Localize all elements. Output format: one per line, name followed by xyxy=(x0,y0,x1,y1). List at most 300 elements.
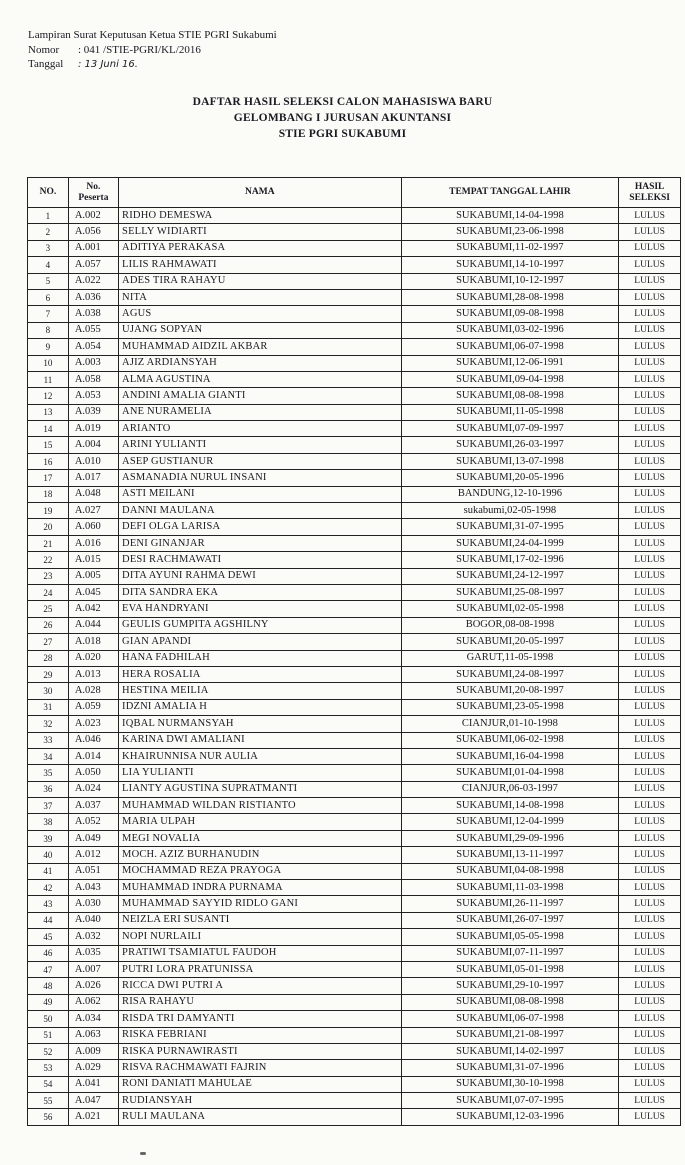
participant-name: IDZNI AMALIA H xyxy=(119,699,402,715)
table-row xyxy=(28,470,681,486)
participant-number: A.055 xyxy=(68,322,118,338)
table-row xyxy=(28,1011,681,1027)
participant-number: A.039 xyxy=(68,404,118,420)
lampiran-line: Lampiran Surat Keputusan Ketua STIE PGRI Sukabumi xyxy=(28,29,277,41)
table-row xyxy=(28,994,681,1010)
nomor-label: Nomor xyxy=(28,43,60,56)
participant-number: A.054 xyxy=(68,339,118,355)
birth-place-date: SUKABUMI,05-01-1998 xyxy=(401,961,619,977)
row-number: 40 xyxy=(28,847,69,863)
birth-place-date: SUKABUMI,13-07-1998 xyxy=(401,453,619,469)
birth-place-date: SUKABUMI,05-05-1998 xyxy=(401,929,619,945)
table-row xyxy=(28,289,681,305)
selection-result: LULUS xyxy=(619,552,681,568)
birth-place-date: SUKABUMI,25-08-1997 xyxy=(401,584,619,600)
row-number: 32 xyxy=(28,716,69,732)
birth-place-date: SUKABUMI,20-08-1997 xyxy=(401,683,619,699)
table-row xyxy=(28,699,681,715)
participant-number: A.026 xyxy=(68,978,118,994)
row-number: 33 xyxy=(28,732,69,748)
row-number: 31 xyxy=(28,699,69,715)
participant-number: A.041 xyxy=(68,1076,118,1092)
row-number: 4 xyxy=(28,257,69,273)
participant-name: MOCH. AZIZ BURHANUDIN xyxy=(119,847,402,863)
selection-result: LULUS xyxy=(619,765,681,781)
birth-place-date: SUKABUMI,10-12-1997 xyxy=(401,273,619,289)
table-row xyxy=(28,929,681,945)
table-row xyxy=(28,584,681,600)
participant-name: GIAN APANDI xyxy=(119,634,402,650)
title-line-2: GELOMBANG I JURUSAN AKUNTANSI xyxy=(233,112,452,124)
birth-place-date: SUKABUMI,29-09-1996 xyxy=(401,830,619,846)
table-row xyxy=(28,486,681,502)
selection-result: LULUS xyxy=(619,617,681,633)
table-row xyxy=(28,355,681,371)
selection-result: LULUS xyxy=(619,1076,681,1092)
birth-place-date: SUKABUMI,17-02-1996 xyxy=(401,552,619,568)
participant-name: DESI RACHMAWATI xyxy=(119,552,402,568)
participant-number: A.046 xyxy=(68,732,118,748)
participant-name: PUTRI LORA PRATUNISSA xyxy=(119,961,402,977)
header-nama: NAMA xyxy=(119,178,402,208)
row-number: 10 xyxy=(28,355,69,371)
table-row xyxy=(28,388,681,404)
participant-number: A.058 xyxy=(68,371,118,387)
header-ttl: TEMPAT TANGGAL LAHIR xyxy=(401,178,619,208)
participant-name: MEGI NOVALIA xyxy=(119,830,402,846)
selection-result: LULUS xyxy=(619,1043,681,1059)
document-header xyxy=(28,28,277,73)
birth-place-date: SUKABUMI,26-03-1997 xyxy=(401,437,619,453)
birth-place-date: SUKABUMI,14-10-1997 xyxy=(401,257,619,273)
selection-result: LULUS xyxy=(619,322,681,338)
participant-number: A.063 xyxy=(68,1027,118,1043)
row-number: 37 xyxy=(28,798,69,814)
selection-result: LULUS xyxy=(619,257,681,273)
row-number: 1 xyxy=(28,208,69,224)
row-number: 50 xyxy=(28,1011,69,1027)
participant-number: A.049 xyxy=(68,830,118,846)
table-row xyxy=(28,601,681,617)
birth-place-date: SUKABUMI,23-06-1998 xyxy=(401,224,619,240)
participant-number: A.010 xyxy=(68,453,118,469)
birth-place-date: SUKABUMI,08-08-1998 xyxy=(401,388,619,404)
birth-place-date: SUKABUMI,20-05-1996 xyxy=(401,470,619,486)
participant-name: RISA RAHAYU xyxy=(119,994,402,1010)
participant-name: RUDIANSYAH xyxy=(119,1093,402,1109)
birth-place-date: SUKABUMI,14-02-1997 xyxy=(401,1043,619,1059)
row-number: 26 xyxy=(28,617,69,633)
participant-number: A.036 xyxy=(68,289,118,305)
selection-result: LULUS xyxy=(619,1027,681,1043)
row-number: 13 xyxy=(28,404,69,420)
document-title xyxy=(0,94,685,142)
row-number: 12 xyxy=(28,388,69,404)
participant-name: GEULIS GUMPITA AGSHILNY xyxy=(119,617,402,633)
participant-name: IQBAL NURMANSYAH xyxy=(119,716,402,732)
birth-place-date: SUKABUMI,06-07-1998 xyxy=(401,339,619,355)
selection-result: LULUS xyxy=(619,453,681,469)
participant-number: A.007 xyxy=(68,961,118,977)
header-peserta-line1: No. xyxy=(86,181,101,192)
table-row xyxy=(28,339,681,355)
participant-name: MUHAMMAD AIDZIL AKBAR xyxy=(119,339,402,355)
row-number: 46 xyxy=(28,945,69,961)
selection-result: LULUS xyxy=(619,421,681,437)
header-no: NO. xyxy=(28,178,69,208)
participant-number: A.038 xyxy=(68,306,118,322)
participant-number: A.051 xyxy=(68,863,118,879)
participant-name: DEFI OLGA LARISA xyxy=(119,519,402,535)
row-number: 41 xyxy=(28,863,69,879)
participant-number: A.050 xyxy=(68,765,118,781)
selection-result: LULUS xyxy=(619,535,681,551)
birth-place-date: SUKABUMI,07-07-1995 xyxy=(401,1093,619,1109)
birth-place-date: SUKABUMI,01-04-1998 xyxy=(401,765,619,781)
row-number: 42 xyxy=(28,880,69,896)
selection-result: LULUS xyxy=(619,814,681,830)
participant-name: MUHAMMAD SAYYID RIDLO GANI xyxy=(119,896,402,912)
table-row xyxy=(28,568,681,584)
row-number: 29 xyxy=(28,666,69,682)
birth-place-date: BOGOR,08-08-1998 xyxy=(401,617,619,633)
participant-number: A.062 xyxy=(68,994,118,1010)
table-row xyxy=(28,814,681,830)
table-row xyxy=(28,306,681,322)
participant-number: A.032 xyxy=(68,929,118,945)
participant-number: A.056 xyxy=(68,224,118,240)
row-number: 38 xyxy=(28,814,69,830)
table-row xyxy=(28,1060,681,1076)
table-row xyxy=(28,765,681,781)
row-number: 8 xyxy=(28,322,69,338)
birth-place-date: SUKABUMI,11-05-1998 xyxy=(401,404,619,420)
participant-name: ASEP GUSTIANUR xyxy=(119,453,402,469)
row-number: 6 xyxy=(28,289,69,305)
table-row xyxy=(28,1093,681,1109)
row-number: 25 xyxy=(28,601,69,617)
participant-number: A.024 xyxy=(68,781,118,797)
birth-place-date: CIANJUR,06-03-1997 xyxy=(401,781,619,797)
participant-number: A.045 xyxy=(68,584,118,600)
participant-name: AGUS xyxy=(119,306,402,322)
selection-result: LULUS xyxy=(619,601,681,617)
participant-number: A.047 xyxy=(68,1093,118,1109)
participant-name: RONI DANIATI MAHULAE xyxy=(119,1076,402,1092)
table-row xyxy=(28,224,681,240)
row-number: 19 xyxy=(28,503,69,519)
table-row xyxy=(28,880,681,896)
table-row xyxy=(28,453,681,469)
row-number: 44 xyxy=(28,912,69,928)
participant-name: RICCA DWI PUTRI A xyxy=(119,978,402,994)
selection-result: LULUS xyxy=(619,945,681,961)
participant-number: A.021 xyxy=(68,1109,118,1125)
selection-result: LULUS xyxy=(619,470,681,486)
row-number: 23 xyxy=(28,568,69,584)
row-number: 24 xyxy=(28,584,69,600)
row-number: 56 xyxy=(28,1109,69,1125)
birth-place-date: SUKABUMI,21-08-1997 xyxy=(401,1027,619,1043)
table-row xyxy=(28,978,681,994)
table-row xyxy=(28,798,681,814)
birth-place-date: SUKABUMI,26-11-1997 xyxy=(401,896,619,912)
selection-result: LULUS xyxy=(619,208,681,224)
participant-number: A.018 xyxy=(68,634,118,650)
row-number: 55 xyxy=(28,1093,69,1109)
selection-result: LULUS xyxy=(619,863,681,879)
row-number: 15 xyxy=(28,437,69,453)
table-row xyxy=(28,257,681,273)
participant-name: RISDA TRI DAMYANTI xyxy=(119,1011,402,1027)
table-row xyxy=(28,830,681,846)
row-number: 3 xyxy=(28,240,69,256)
participant-number: A.037 xyxy=(68,798,118,814)
table-row xyxy=(28,650,681,666)
participant-number: A.013 xyxy=(68,666,118,682)
birth-place-date: SUKABUMI,31-07-1996 xyxy=(401,1060,619,1076)
birth-place-date: SUKABUMI,06-02-1998 xyxy=(401,732,619,748)
participant-number: A.059 xyxy=(68,699,118,715)
row-number: 39 xyxy=(28,830,69,846)
table-row xyxy=(28,912,681,928)
birth-place-date: SUKABUMI,09-04-1998 xyxy=(401,371,619,387)
participant-name: PRATIWI TSAMIATUL FAUDOH xyxy=(119,945,402,961)
table-row xyxy=(28,716,681,732)
table-row xyxy=(28,847,681,863)
birth-place-date: SUKABUMI,31-07-1995 xyxy=(401,519,619,535)
table-row xyxy=(28,535,681,551)
table-row xyxy=(28,519,681,535)
participant-number: A.022 xyxy=(68,273,118,289)
selection-result: LULUS xyxy=(619,912,681,928)
selection-result: LULUS xyxy=(619,404,681,420)
birth-place-date: SUKABUMI,16-04-1998 xyxy=(401,748,619,764)
selection-result: LULUS xyxy=(619,568,681,584)
participant-name: MARIA ULPAH xyxy=(119,814,402,830)
selection-result: LULUS xyxy=(619,1060,681,1076)
participant-number: A.017 xyxy=(68,470,118,486)
participant-name: ASMANADIA NURUL INSANI xyxy=(119,470,402,486)
birth-place-date: SUKABUMI,02-05-1998 xyxy=(401,601,619,617)
table-row xyxy=(28,421,681,437)
birth-place-date: SUKABUMI,23-05-1998 xyxy=(401,699,619,715)
birth-place-date: SUKABUMI,24-08-1997 xyxy=(401,666,619,682)
row-number: 43 xyxy=(28,896,69,912)
participant-name: RISVA RACHMAWATI FAJRIN xyxy=(119,1060,402,1076)
tanggal-line xyxy=(28,57,277,73)
participant-number: A.014 xyxy=(68,748,118,764)
header-hasil-line1: HASIL xyxy=(634,181,665,192)
participant-name: DANNI MAULANA xyxy=(119,503,402,519)
participant-name: RULI MAULANA xyxy=(119,1109,402,1125)
participant-name: AJIZ ARDIANSYAH xyxy=(119,355,402,371)
row-number: 49 xyxy=(28,994,69,1010)
participant-number: A.052 xyxy=(68,814,118,830)
birth-place-date: SUKABUMI,26-07-1997 xyxy=(401,912,619,928)
participant-number: A.029 xyxy=(68,1060,118,1076)
selection-result: LULUS xyxy=(619,339,681,355)
table-row xyxy=(28,945,681,961)
table-row xyxy=(28,1076,681,1092)
selection-result: LULUS xyxy=(619,798,681,814)
row-number: 47 xyxy=(28,961,69,977)
title-line-1: DAFTAR HASIL SELEKSI CALON MAHASISWA BARU xyxy=(192,96,493,108)
birth-place-date: SUKABUMI,28-08-1998 xyxy=(401,289,619,305)
participant-name: ARINI YULIANTI xyxy=(119,437,402,453)
tanggal-value: : 13 Juni 16. xyxy=(78,59,138,70)
participant-number: A.040 xyxy=(68,912,118,928)
table-row xyxy=(28,781,681,797)
participant-number: A.042 xyxy=(68,601,118,617)
nomor-value: : 041 /STIE-PGRI/KL/2016 xyxy=(78,43,201,56)
birth-place-date: SUKABUMI,14-04-1998 xyxy=(401,208,619,224)
participant-number: A.043 xyxy=(68,880,118,896)
participant-number: A.034 xyxy=(68,1011,118,1027)
participant-name: EVA HANDRYANI xyxy=(119,601,402,617)
row-number: 17 xyxy=(28,470,69,486)
participant-name: ADITIYA PERAKASA xyxy=(119,240,402,256)
birth-place-date: SUKABUMI,11-02-1997 xyxy=(401,240,619,256)
row-number: 2 xyxy=(28,224,69,240)
selection-result: LULUS xyxy=(619,748,681,764)
birth-place-date: SUKABUMI,08-08-1998 xyxy=(401,994,619,1010)
birth-place-date: SUKABUMI,30-10-1998 xyxy=(401,1076,619,1092)
selection-result: LULUS xyxy=(619,224,681,240)
table-row xyxy=(28,240,681,256)
participant-name: NOPI NURLAILI xyxy=(119,929,402,945)
tanggal-label: Tanggal xyxy=(28,58,64,70)
participant-name: ASTI MEILANI xyxy=(119,486,402,502)
selection-result: LULUS xyxy=(619,371,681,387)
table-row xyxy=(28,634,681,650)
participant-number: A.023 xyxy=(68,716,118,732)
birth-place-date: BANDUNG,12-10-1996 xyxy=(401,486,619,502)
participant-number: A.035 xyxy=(68,945,118,961)
participant-name: ADES TIRA RAHAYU xyxy=(119,273,402,289)
selection-result: LULUS xyxy=(619,437,681,453)
participant-number: A.001 xyxy=(68,240,118,256)
header-hasil xyxy=(619,178,681,208)
participant-name: RISKA PURNAWIRASTI xyxy=(119,1043,402,1059)
participant-name: DENI GINANJAR xyxy=(119,535,402,551)
participant-name: NITA xyxy=(119,289,402,305)
row-number: 27 xyxy=(28,634,69,650)
nomor-line xyxy=(28,43,277,58)
selection-result: LULUS xyxy=(619,929,681,945)
row-number: 52 xyxy=(28,1043,69,1059)
selection-result: LULUS xyxy=(619,699,681,715)
row-number: 9 xyxy=(28,339,69,355)
row-number: 36 xyxy=(28,781,69,797)
row-number: 18 xyxy=(28,486,69,502)
table-row xyxy=(28,404,681,420)
selection-result: LULUS xyxy=(619,880,681,896)
birth-place-date: GARUT,11-05-1998 xyxy=(401,650,619,666)
participant-number: A.005 xyxy=(68,568,118,584)
selection-result: LULUS xyxy=(619,994,681,1010)
participant-name: DITA SANDRA EKA xyxy=(119,584,402,600)
participant-number: A.027 xyxy=(68,503,118,519)
table-row xyxy=(28,503,681,519)
birth-place-date: SUKABUMI,13-11-1997 xyxy=(401,847,619,863)
participant-number: A.044 xyxy=(68,617,118,633)
participant-name: NEIZLA ERI SUSANTI xyxy=(119,912,402,928)
selection-result: LULUS xyxy=(619,978,681,994)
participant-name: RISKA FEBRIANI xyxy=(119,1027,402,1043)
row-number: 54 xyxy=(28,1076,69,1092)
participant-number: A.004 xyxy=(68,437,118,453)
birth-place-date: SUKABUMI,07-09-1997 xyxy=(401,421,619,437)
table-row xyxy=(28,208,681,224)
table-row xyxy=(28,896,681,912)
participant-number: A.053 xyxy=(68,388,118,404)
participant-name: HANA FADHILAH xyxy=(119,650,402,666)
participant-number: A.019 xyxy=(68,421,118,437)
selection-result: LULUS xyxy=(619,650,681,666)
selection-result: LULUS xyxy=(619,486,681,502)
row-number: 48 xyxy=(28,978,69,994)
participant-number: A.002 xyxy=(68,208,118,224)
participant-name: MOCHAMMAD REZA PRAYOGA xyxy=(119,863,402,879)
birth-place-date: SUKABUMI,24-12-1997 xyxy=(401,568,619,584)
selection-result: LULUS xyxy=(619,896,681,912)
participant-name: HESTINA MEILIA xyxy=(119,683,402,699)
birth-place-date: SUKABUMI,09-08-1998 xyxy=(401,306,619,322)
table-row xyxy=(28,863,681,879)
participant-name: SELLY WIDIARTI xyxy=(119,224,402,240)
table-row xyxy=(28,1027,681,1043)
row-number: 16 xyxy=(28,453,69,469)
participant-name: LIA YULIANTI xyxy=(119,765,402,781)
row-number: 35 xyxy=(28,765,69,781)
row-number: 34 xyxy=(28,748,69,764)
participant-name: UJANG SOPYAN xyxy=(119,322,402,338)
selection-result: LULUS xyxy=(619,781,681,797)
ink-smudge xyxy=(140,1152,146,1155)
selection-result: LULUS xyxy=(619,355,681,371)
title-line-3: STIE PGRI SUKABUMI xyxy=(278,128,407,140)
selection-result: LULUS xyxy=(619,519,681,535)
table-row xyxy=(28,552,681,568)
row-number: 30 xyxy=(28,683,69,699)
participant-name: HERA ROSALIA xyxy=(119,666,402,682)
selection-result: LULUS xyxy=(619,732,681,748)
birth-place-date: SUKABUMI,24-04-1999 xyxy=(401,535,619,551)
selection-result: LULUS xyxy=(619,666,681,682)
row-number: 11 xyxy=(28,371,69,387)
selection-result: LULUS xyxy=(619,584,681,600)
table-header-row xyxy=(28,178,681,208)
participant-number: A.012 xyxy=(68,847,118,863)
header-peserta xyxy=(68,178,118,208)
table-row xyxy=(28,961,681,977)
selection-result: LULUS xyxy=(619,289,681,305)
header-hasil-line2: SELEKSI xyxy=(629,192,670,203)
participant-name: ALMA AGUSTINA xyxy=(119,371,402,387)
row-number: 53 xyxy=(28,1060,69,1076)
selection-result: LULUS xyxy=(619,1109,681,1125)
selection-result: LULUS xyxy=(619,240,681,256)
table-row xyxy=(28,666,681,682)
participant-number: A.016 xyxy=(68,535,118,551)
participant-name: KHAIRUNNISA NUR AULIA xyxy=(119,748,402,764)
table-row xyxy=(28,732,681,748)
participant-number: A.009 xyxy=(68,1043,118,1059)
birth-place-date: SUKABUMI,06-07-1998 xyxy=(401,1011,619,1027)
table-row xyxy=(28,371,681,387)
selection-result: LULUS xyxy=(619,503,681,519)
